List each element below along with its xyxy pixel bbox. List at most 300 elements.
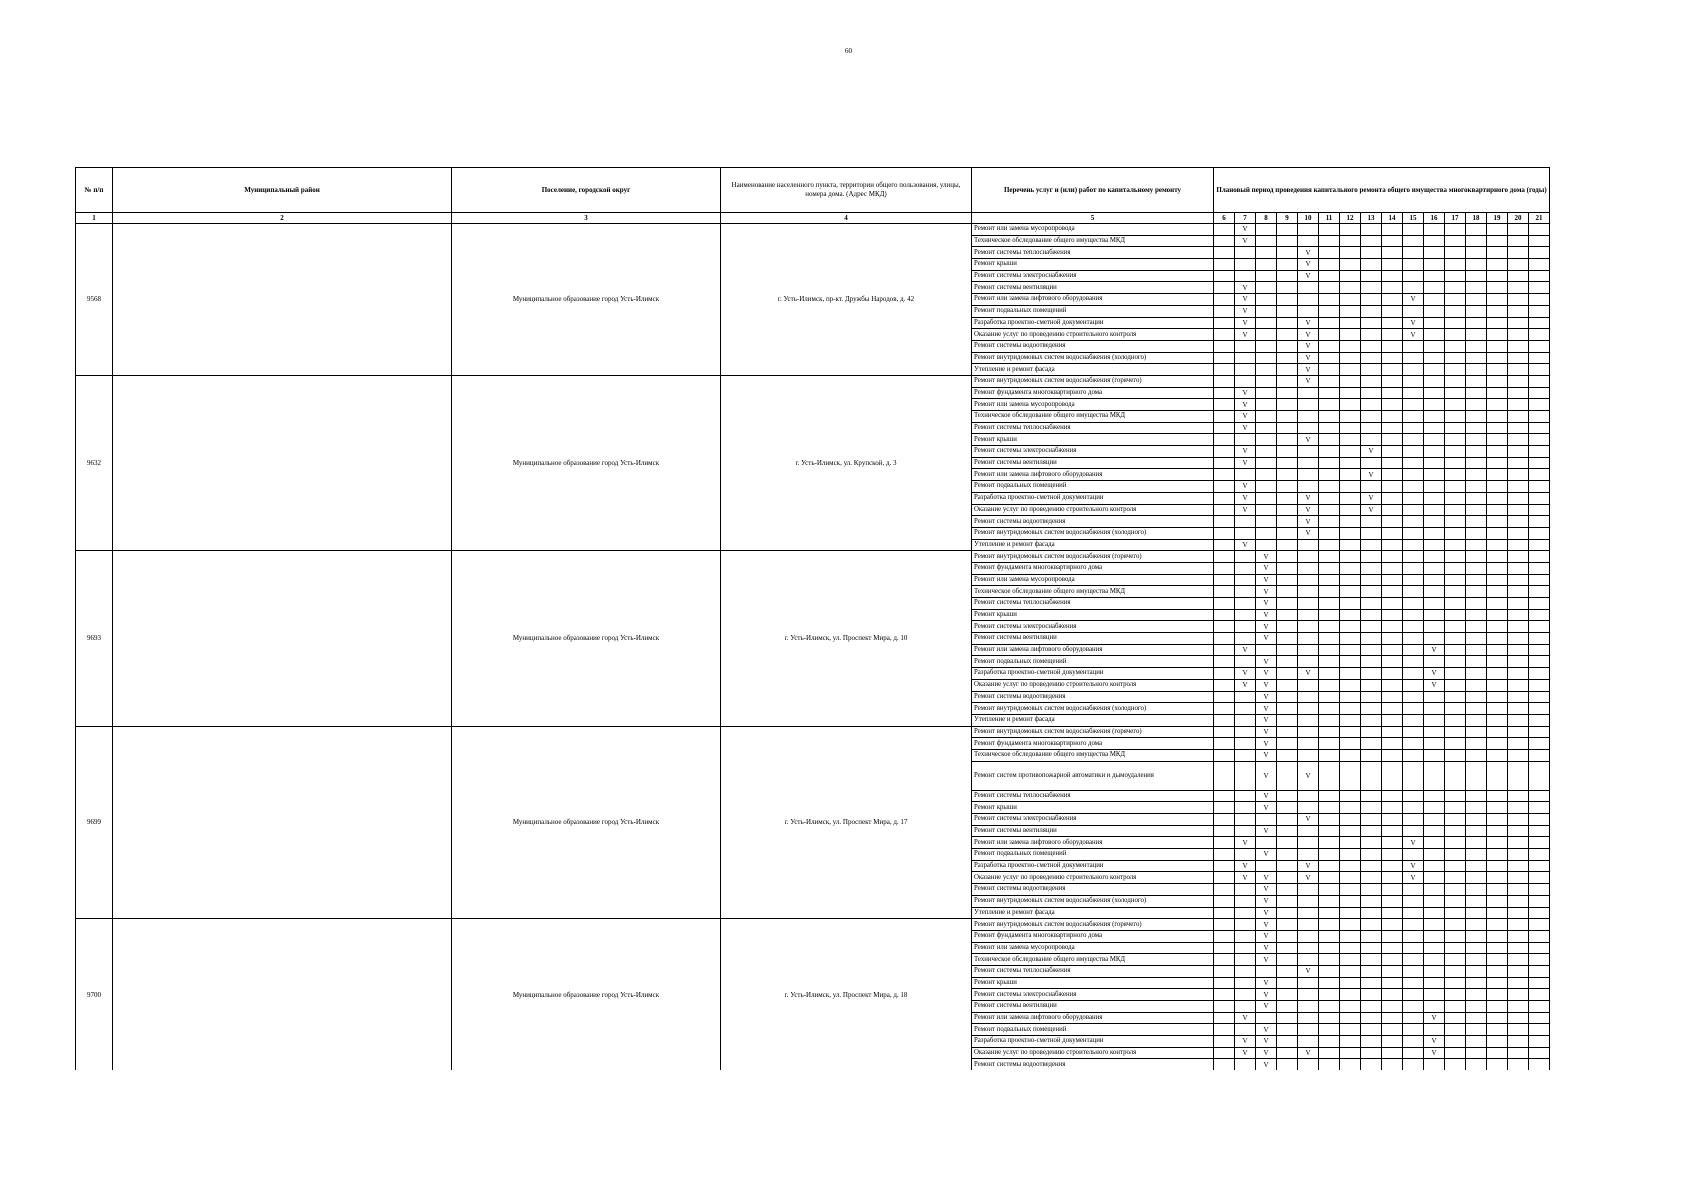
- year-cell: [1424, 1001, 1445, 1013]
- year-cell: [1508, 790, 1529, 802]
- year-cell: [1403, 621, 1424, 633]
- table-row: [76, 551, 1550, 563]
- year-cell: [1466, 317, 1487, 329]
- work-item: Ремонт системы электроснабжения: [972, 814, 1214, 826]
- year-cell: [1466, 884, 1487, 896]
- check-mark: V: [1235, 1036, 1256, 1048]
- year-cell: [1403, 954, 1424, 966]
- year-cell: [1340, 668, 1361, 680]
- year-cell: [1256, 259, 1277, 271]
- year-cell: [1256, 492, 1277, 504]
- check-mark: V: [1235, 644, 1256, 656]
- year-cell: [1487, 1036, 1508, 1048]
- year-cell: [1529, 411, 1550, 423]
- year-cell: [1340, 235, 1361, 247]
- check-mark: V: [1298, 860, 1319, 872]
- year-cell: [1529, 738, 1550, 750]
- year-cell: [1424, 837, 1445, 849]
- year-cell: [1445, 422, 1466, 434]
- year-cell: [1277, 749, 1298, 761]
- year-cell: [1256, 422, 1277, 434]
- work-item: Оказание услуг по проведению строительного контроля: [972, 679, 1214, 691]
- year-cell: [1256, 446, 1277, 458]
- year-cell: [1529, 942, 1550, 954]
- year-cell: [1298, 551, 1319, 563]
- year-cell: [1529, 814, 1550, 826]
- year-cell: [1340, 714, 1361, 726]
- check-mark: V: [1235, 1047, 1256, 1059]
- year-cell: [1487, 259, 1508, 271]
- year-cell: [1214, 305, 1235, 317]
- year-cell: [1382, 668, 1403, 680]
- year-cell: [1508, 644, 1529, 656]
- year-cell: [1340, 644, 1361, 656]
- year-cell: [1445, 849, 1466, 861]
- year-cell: [1277, 504, 1298, 516]
- year-cell: [1319, 598, 1340, 610]
- work-item: Техническое обследование общего имущества МКД: [972, 749, 1214, 761]
- check-mark: V: [1256, 656, 1277, 668]
- check-mark: V: [1235, 872, 1256, 884]
- year-cell: [1487, 656, 1508, 668]
- year-cell: [1214, 609, 1235, 621]
- year-cell: [1214, 562, 1235, 574]
- year-cell: [1424, 895, 1445, 907]
- year-cell: [1256, 317, 1277, 329]
- year-cell: [1445, 562, 1466, 574]
- year-cell: [1235, 259, 1256, 271]
- year-cell: [1277, 247, 1298, 259]
- year-cell: [1445, 270, 1466, 282]
- year-cell: [1382, 551, 1403, 563]
- year-cell: [1361, 586, 1382, 598]
- column-number-7: 7: [1235, 213, 1256, 224]
- year-cell: [1403, 633, 1424, 645]
- year-cell: [1214, 282, 1235, 294]
- year-cell: [1235, 270, 1256, 282]
- year-cell: [1403, 656, 1424, 668]
- check-mark: V: [1256, 802, 1277, 814]
- year-cell: [1319, 1024, 1340, 1036]
- year-cell: [1382, 574, 1403, 586]
- year-cell: [1214, 527, 1235, 539]
- year-cell: [1529, 270, 1550, 282]
- year-cell: [1466, 399, 1487, 411]
- year-cell: [1403, 930, 1424, 942]
- check-mark: V: [1298, 492, 1319, 504]
- year-cell: [1403, 446, 1424, 458]
- work-item: Утепление и ремонт фасада: [972, 539, 1214, 551]
- year-cell: [1298, 884, 1319, 896]
- year-cell: [1466, 411, 1487, 423]
- work-item: Ремонт внутридомовых систем водоснабжения (холодного): [972, 895, 1214, 907]
- year-cell: [1319, 977, 1340, 989]
- year-cell: [1529, 317, 1550, 329]
- table-header-row: [76, 168, 1550, 213]
- work-item: Ремонт или замена мусоропровода: [972, 224, 1214, 236]
- year-cell: [1403, 411, 1424, 423]
- year-cell: [1466, 574, 1487, 586]
- year-cell: [1403, 598, 1424, 610]
- year-cell: [1214, 504, 1235, 516]
- year-cell: [1361, 726, 1382, 738]
- year-cell: [1319, 849, 1340, 861]
- year-cell: [1361, 930, 1382, 942]
- year-cell: [1424, 434, 1445, 446]
- year-cell: [1382, 872, 1403, 884]
- year-cell: [1487, 329, 1508, 341]
- year-cell: [1298, 235, 1319, 247]
- year-cell: [1340, 790, 1361, 802]
- year-cell: [1319, 399, 1340, 411]
- year-cell: [1487, 907, 1508, 919]
- year-cell: [1361, 942, 1382, 954]
- year-cell: [1214, 954, 1235, 966]
- year-cell: [1508, 849, 1529, 861]
- year-cell: [1403, 1012, 1424, 1024]
- year-cell: [1445, 434, 1466, 446]
- year-cell: [1298, 387, 1319, 399]
- year-cell: [1382, 930, 1403, 942]
- year-cell: [1277, 849, 1298, 861]
- year-cell: [1361, 294, 1382, 306]
- year-cell: [1403, 989, 1424, 1001]
- year-cell: [1529, 551, 1550, 563]
- year-cell: [1508, 668, 1529, 680]
- year-cell: [1298, 399, 1319, 411]
- year-cell: [1445, 837, 1466, 849]
- year-cell: [1508, 1059, 1529, 1071]
- year-cell: [1529, 305, 1550, 317]
- year-cell: [1487, 942, 1508, 954]
- year-cell: [1487, 714, 1508, 726]
- work-item: Оказание услуг по проведению строительного контроля: [972, 872, 1214, 884]
- year-cell: [1508, 247, 1529, 259]
- year-cell: [1361, 790, 1382, 802]
- year-cell: [1214, 989, 1235, 1001]
- work-item: Разработка проектно-сметной документации: [972, 1036, 1214, 1048]
- year-cell: [1403, 884, 1424, 896]
- year-cell: [1340, 954, 1361, 966]
- work-item: Ремонт крыши: [972, 977, 1214, 989]
- year-cell: [1256, 305, 1277, 317]
- year-cell: [1298, 586, 1319, 598]
- year-cell: [1319, 644, 1340, 656]
- year-cell: [1529, 644, 1550, 656]
- year-cell: [1529, 481, 1550, 493]
- house-id: 9700: [76, 919, 113, 1071]
- year-cell: [1382, 726, 1403, 738]
- check-mark: V: [1256, 907, 1277, 919]
- year-cell: [1340, 270, 1361, 282]
- year-cell: [1487, 837, 1508, 849]
- column-number-17: 17: [1445, 213, 1466, 224]
- house-id: 9699: [76, 726, 113, 919]
- year-cell: [1466, 726, 1487, 738]
- year-cell: [1466, 714, 1487, 726]
- year-cell: [1256, 364, 1277, 376]
- year-cell: [1466, 977, 1487, 989]
- work-item: Ремонт системы электроснабжения: [972, 621, 1214, 633]
- year-cell: [1466, 942, 1487, 954]
- year-cell: [1487, 598, 1508, 610]
- year-cell: [1382, 516, 1403, 528]
- column-number-11: 11: [1319, 213, 1340, 224]
- year-cell: [1508, 375, 1529, 387]
- year-cell: [1466, 224, 1487, 236]
- year-cell: [1424, 364, 1445, 376]
- year-cell: [1235, 1001, 1256, 1013]
- column-number-12: 12: [1340, 213, 1361, 224]
- work-item: Утепление и ремонт фасада: [972, 907, 1214, 919]
- year-cell: [1277, 294, 1298, 306]
- year-cell: [1508, 434, 1529, 446]
- check-mark: V: [1235, 446, 1256, 458]
- work-item: Ремонт подвальных помещений: [972, 305, 1214, 317]
- column-number-10: 10: [1298, 213, 1319, 224]
- year-cell: [1466, 644, 1487, 656]
- year-cell: [1214, 1047, 1235, 1059]
- year-cell: [1340, 860, 1361, 872]
- year-cell: [1214, 481, 1235, 493]
- year-cell: [1277, 282, 1298, 294]
- year-cell: [1382, 860, 1403, 872]
- year-cell: [1319, 586, 1340, 598]
- year-cell: [1529, 714, 1550, 726]
- year-cell: [1403, 761, 1424, 790]
- column-number-15: 15: [1403, 213, 1424, 224]
- year-cell: [1487, 294, 1508, 306]
- year-cell: [1424, 942, 1445, 954]
- year-cell: [1214, 714, 1235, 726]
- year-cell: [1508, 492, 1529, 504]
- year-cell: [1487, 860, 1508, 872]
- year-cell: [1466, 329, 1487, 341]
- year-cell: [1214, 749, 1235, 761]
- year-cell: [1298, 849, 1319, 861]
- year-cell: [1214, 247, 1235, 259]
- column-number-21: 21: [1529, 213, 1550, 224]
- year-cell: [1235, 633, 1256, 645]
- year-cell: [1319, 317, 1340, 329]
- year-cell: [1466, 814, 1487, 826]
- check-mark: V: [1403, 329, 1424, 341]
- year-cell: [1361, 1012, 1382, 1024]
- year-cell: [1340, 224, 1361, 236]
- check-mark: V: [1256, 738, 1277, 750]
- year-cell: [1235, 942, 1256, 954]
- year-cell: [1340, 656, 1361, 668]
- year-cell: [1466, 598, 1487, 610]
- year-cell: [1214, 907, 1235, 919]
- check-mark: V: [1256, 633, 1277, 645]
- year-cell: [1319, 305, 1340, 317]
- year-cell: [1466, 504, 1487, 516]
- check-mark: V: [1235, 457, 1256, 469]
- year-cell: [1487, 516, 1508, 528]
- year-cell: [1256, 516, 1277, 528]
- year-cell: [1466, 469, 1487, 481]
- year-cell: [1487, 492, 1508, 504]
- work-item: Оказание услуг по проведению строительного контроля: [972, 504, 1214, 516]
- year-cell: [1445, 749, 1466, 761]
- year-cell: [1340, 492, 1361, 504]
- year-cell: [1445, 539, 1466, 551]
- year-cell: [1361, 305, 1382, 317]
- year-cell: [1256, 539, 1277, 551]
- year-cell: [1487, 469, 1508, 481]
- year-cell: [1340, 837, 1361, 849]
- year-cell: [1277, 375, 1298, 387]
- year-cell: [1424, 884, 1445, 896]
- year-cell: [1256, 224, 1277, 236]
- year-cell: [1256, 352, 1277, 364]
- year-cell: [1508, 895, 1529, 907]
- check-mark: V: [1235, 492, 1256, 504]
- year-cell: [1445, 1059, 1466, 1071]
- year-cell: [1235, 551, 1256, 563]
- work-item: Ремонт внутридомовых систем водоснабжения (холодного): [972, 527, 1214, 539]
- year-cell: [1424, 907, 1445, 919]
- year-cell: [1445, 656, 1466, 668]
- year-cell: [1445, 481, 1466, 493]
- check-mark: V: [1424, 1012, 1445, 1024]
- year-cell: [1277, 259, 1298, 271]
- year-cell: [1340, 726, 1361, 738]
- year-cell: [1340, 761, 1361, 790]
- year-cell: [1445, 825, 1466, 837]
- year-cell: [1403, 1024, 1424, 1036]
- year-cell: [1445, 224, 1466, 236]
- year-cell: [1256, 469, 1277, 481]
- year-cell: [1487, 422, 1508, 434]
- year-cell: [1508, 656, 1529, 668]
- year-cell: [1382, 457, 1403, 469]
- column-number-5: 5: [972, 213, 1214, 224]
- year-cell: [1214, 761, 1235, 790]
- year-cell: [1529, 884, 1550, 896]
- address-cell: г. Усть-Илимск, ул. Крупской, д. 3: [721, 375, 972, 550]
- year-cell: [1424, 387, 1445, 399]
- year-cell: [1256, 481, 1277, 493]
- year-cell: [1403, 457, 1424, 469]
- year-cell: [1277, 965, 1298, 977]
- year-cell: [1277, 977, 1298, 989]
- year-cell: [1298, 644, 1319, 656]
- work-item: Ремонт систем противопожарной автоматики и дымоудаления: [972, 761, 1214, 790]
- check-mark: V: [1256, 726, 1277, 738]
- year-cell: [1487, 977, 1508, 989]
- year-cell: [1214, 977, 1235, 989]
- year-cell: [1466, 738, 1487, 750]
- check-mark: V: [1298, 965, 1319, 977]
- year-cell: [1298, 1012, 1319, 1024]
- year-cell: [1319, 504, 1340, 516]
- year-cell: [1361, 644, 1382, 656]
- year-cell: [1277, 340, 1298, 352]
- year-cell: [1298, 679, 1319, 691]
- year-cell: [1382, 434, 1403, 446]
- year-cell: [1319, 411, 1340, 423]
- year-cell: [1298, 1036, 1319, 1048]
- year-cell: [1319, 1059, 1340, 1071]
- column-number-14: 14: [1382, 213, 1403, 224]
- year-cell: [1361, 539, 1382, 551]
- year-cell: [1466, 1024, 1487, 1036]
- year-cell: [1445, 930, 1466, 942]
- year-cell: [1508, 989, 1529, 1001]
- check-mark: V: [1256, 895, 1277, 907]
- work-item: Ремонт подвальных помещений: [972, 849, 1214, 861]
- year-cell: [1424, 235, 1445, 247]
- year-cell: [1361, 516, 1382, 528]
- year-cell: [1508, 399, 1529, 411]
- year-cell: [1445, 387, 1466, 399]
- work-item: Ремонт фундамента многоквартирного дома: [972, 738, 1214, 750]
- year-cell: [1382, 270, 1403, 282]
- year-cell: [1466, 895, 1487, 907]
- year-cell: [1319, 790, 1340, 802]
- check-mark: V: [1235, 282, 1256, 294]
- year-cell: [1424, 317, 1445, 329]
- year-cell: [1361, 849, 1382, 861]
- check-mark: V: [1235, 1012, 1256, 1024]
- year-cell: [1256, 814, 1277, 826]
- year-cell: [1508, 802, 1529, 814]
- year-cell: [1214, 457, 1235, 469]
- year-cell: [1487, 387, 1508, 399]
- year-cell: [1424, 562, 1445, 574]
- year-cell: [1256, 294, 1277, 306]
- year-cell: [1361, 895, 1382, 907]
- year-cell: [1277, 317, 1298, 329]
- year-cell: [1487, 434, 1508, 446]
- check-mark: V: [1256, 919, 1277, 931]
- year-cell: [1445, 1036, 1466, 1048]
- year-cell: [1214, 895, 1235, 907]
- year-cell: [1361, 270, 1382, 282]
- year-cell: [1382, 738, 1403, 750]
- year-cell: [1319, 294, 1340, 306]
- year-cell: [1403, 679, 1424, 691]
- year-cell: [1487, 539, 1508, 551]
- year-cell: [1319, 270, 1340, 282]
- year-cell: [1424, 965, 1445, 977]
- year-cell: [1508, 224, 1529, 236]
- year-cell: [1466, 691, 1487, 703]
- work-item: Ремонт системы водоотведения: [972, 516, 1214, 528]
- year-cell: [1319, 481, 1340, 493]
- year-cell: [1508, 761, 1529, 790]
- year-cell: [1235, 247, 1256, 259]
- year-cell: [1529, 691, 1550, 703]
- house-id: 9632: [76, 375, 113, 550]
- year-cell: [1529, 434, 1550, 446]
- year-cell: [1403, 802, 1424, 814]
- work-item: Утепление и ремонт фасада: [972, 714, 1214, 726]
- year-cell: [1529, 364, 1550, 376]
- year-cell: [1319, 247, 1340, 259]
- year-cell: [1424, 714, 1445, 726]
- year-cell: [1361, 679, 1382, 691]
- year-cell: [1340, 1001, 1361, 1013]
- year-cell: [1466, 872, 1487, 884]
- year-cell: [1277, 1012, 1298, 1024]
- year-cell: [1529, 965, 1550, 977]
- work-item: Ремонт системы электроснабжения: [972, 270, 1214, 282]
- year-cell: [1508, 1036, 1529, 1048]
- year-cell: [1508, 364, 1529, 376]
